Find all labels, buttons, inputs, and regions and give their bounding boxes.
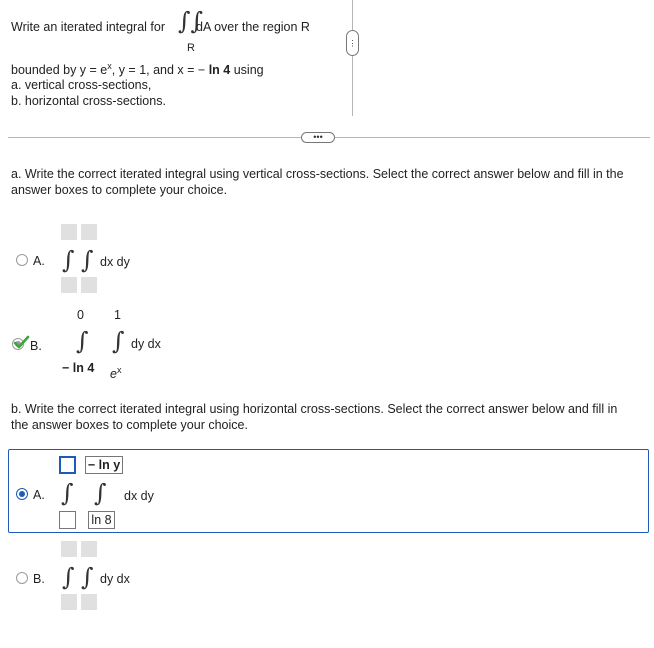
vertical-splitter — [352, 0, 353, 116]
integral-sign: ∫ — [81, 246, 94, 274]
outer-lower-placeholder — [61, 277, 77, 293]
section-b-option-a-label[interactable]: A. — [33, 488, 45, 502]
section-b-option-a-radio[interactable] — [16, 488, 28, 500]
outer-upper-placeholder — [61, 541, 77, 557]
inner-lower-placeholder — [81, 594, 97, 610]
integral-sign: ∫ — [112, 327, 125, 355]
inner-lower-base: e — [110, 367, 117, 382]
outer-lower-placeholder — [61, 594, 77, 610]
inner-upper-input[interactable]: − ln y — [85, 456, 123, 474]
section-b-option-b-radio[interactable] — [16, 572, 28, 584]
inner-lower-input[interactable]: ln 8 — [88, 511, 115, 529]
section-a-option-a-label[interactable]: A. — [33, 254, 45, 268]
integral-sign: ∫ — [61, 479, 74, 507]
integral-sign: ∫ — [94, 479, 107, 507]
inner-upper-placeholder — [81, 224, 97, 240]
section-b-prompt-line1: b. Write the correct iterated integral using horizontal cross-sections. Select the correct answer below and fill in — [11, 402, 618, 416]
double-integral-symbol: ∫∫ — [178, 7, 204, 35]
region-subscript: R — [187, 42, 195, 54]
bounds-suffix: using — [230, 63, 264, 78]
integral-sign: ∫ — [76, 327, 89, 355]
problem-part-a: a. vertical cross-sections, — [11, 78, 152, 92]
section-b-prompt-line2: the answer boxes to complete your choice. — [11, 418, 248, 432]
bounds-exponent: x — [107, 61, 112, 71]
section-a-option-a-differential: dx dy — [100, 255, 130, 269]
outer-upper-input[interactable] — [59, 456, 76, 474]
problem-part-b: b. horizontal cross-sections. — [11, 94, 166, 108]
expand-handle[interactable]: ••• — [301, 132, 335, 143]
section-b-option-b-label[interactable]: B. — [33, 572, 45, 586]
inner-upper-placeholder — [81, 541, 97, 557]
inner-upper-limit: 1 — [114, 308, 121, 322]
splitter-handle[interactable]: ⋮ — [346, 30, 359, 56]
section-a-option-b-differential: dy dx — [131, 337, 161, 351]
bounds-rest: , y = 1, and x = − — [111, 63, 209, 78]
integral-sign: ∫ — [62, 246, 75, 274]
outer-upper-placeholder — [61, 224, 77, 240]
section-b-option-b-differential: dy dx — [100, 572, 130, 586]
inner-lower-exp: x — [116, 365, 122, 375]
section-a-option-b-label[interactable]: B. — [30, 339, 42, 353]
problem-intro: Write an iterated integral for — [11, 20, 166, 34]
section-a-prompt-line1: a. Write the correct iterated integral using vertical cross-sections. Select the correct answer below and fill in the — [11, 167, 624, 181]
problem-bounds — [11, 61, 264, 77]
section-b-option-a-differential: dx dy — [124, 489, 154, 503]
section-a-option-a-radio[interactable] — [16, 254, 28, 266]
section-a-prompt-line2: answer boxes to complete your choice. — [11, 183, 228, 197]
integral-sign: ∫ — [81, 563, 94, 591]
outer-upper-limit: 0 — [77, 308, 84, 322]
problem-integrand: dA over the region R — [196, 20, 310, 34]
bounds-prefix: bounded by y = e — [11, 63, 108, 78]
correct-check-icon — [12, 335, 30, 351]
inner-lower-limit — [110, 365, 121, 381]
outer-lower-input[interactable] — [59, 511, 76, 529]
outer-lower-limit: − ln 4 — [62, 361, 95, 375]
inner-lower-placeholder — [81, 277, 97, 293]
bounds-ln4: ln 4 — [208, 63, 231, 78]
integral-sign: ∫ — [62, 563, 75, 591]
